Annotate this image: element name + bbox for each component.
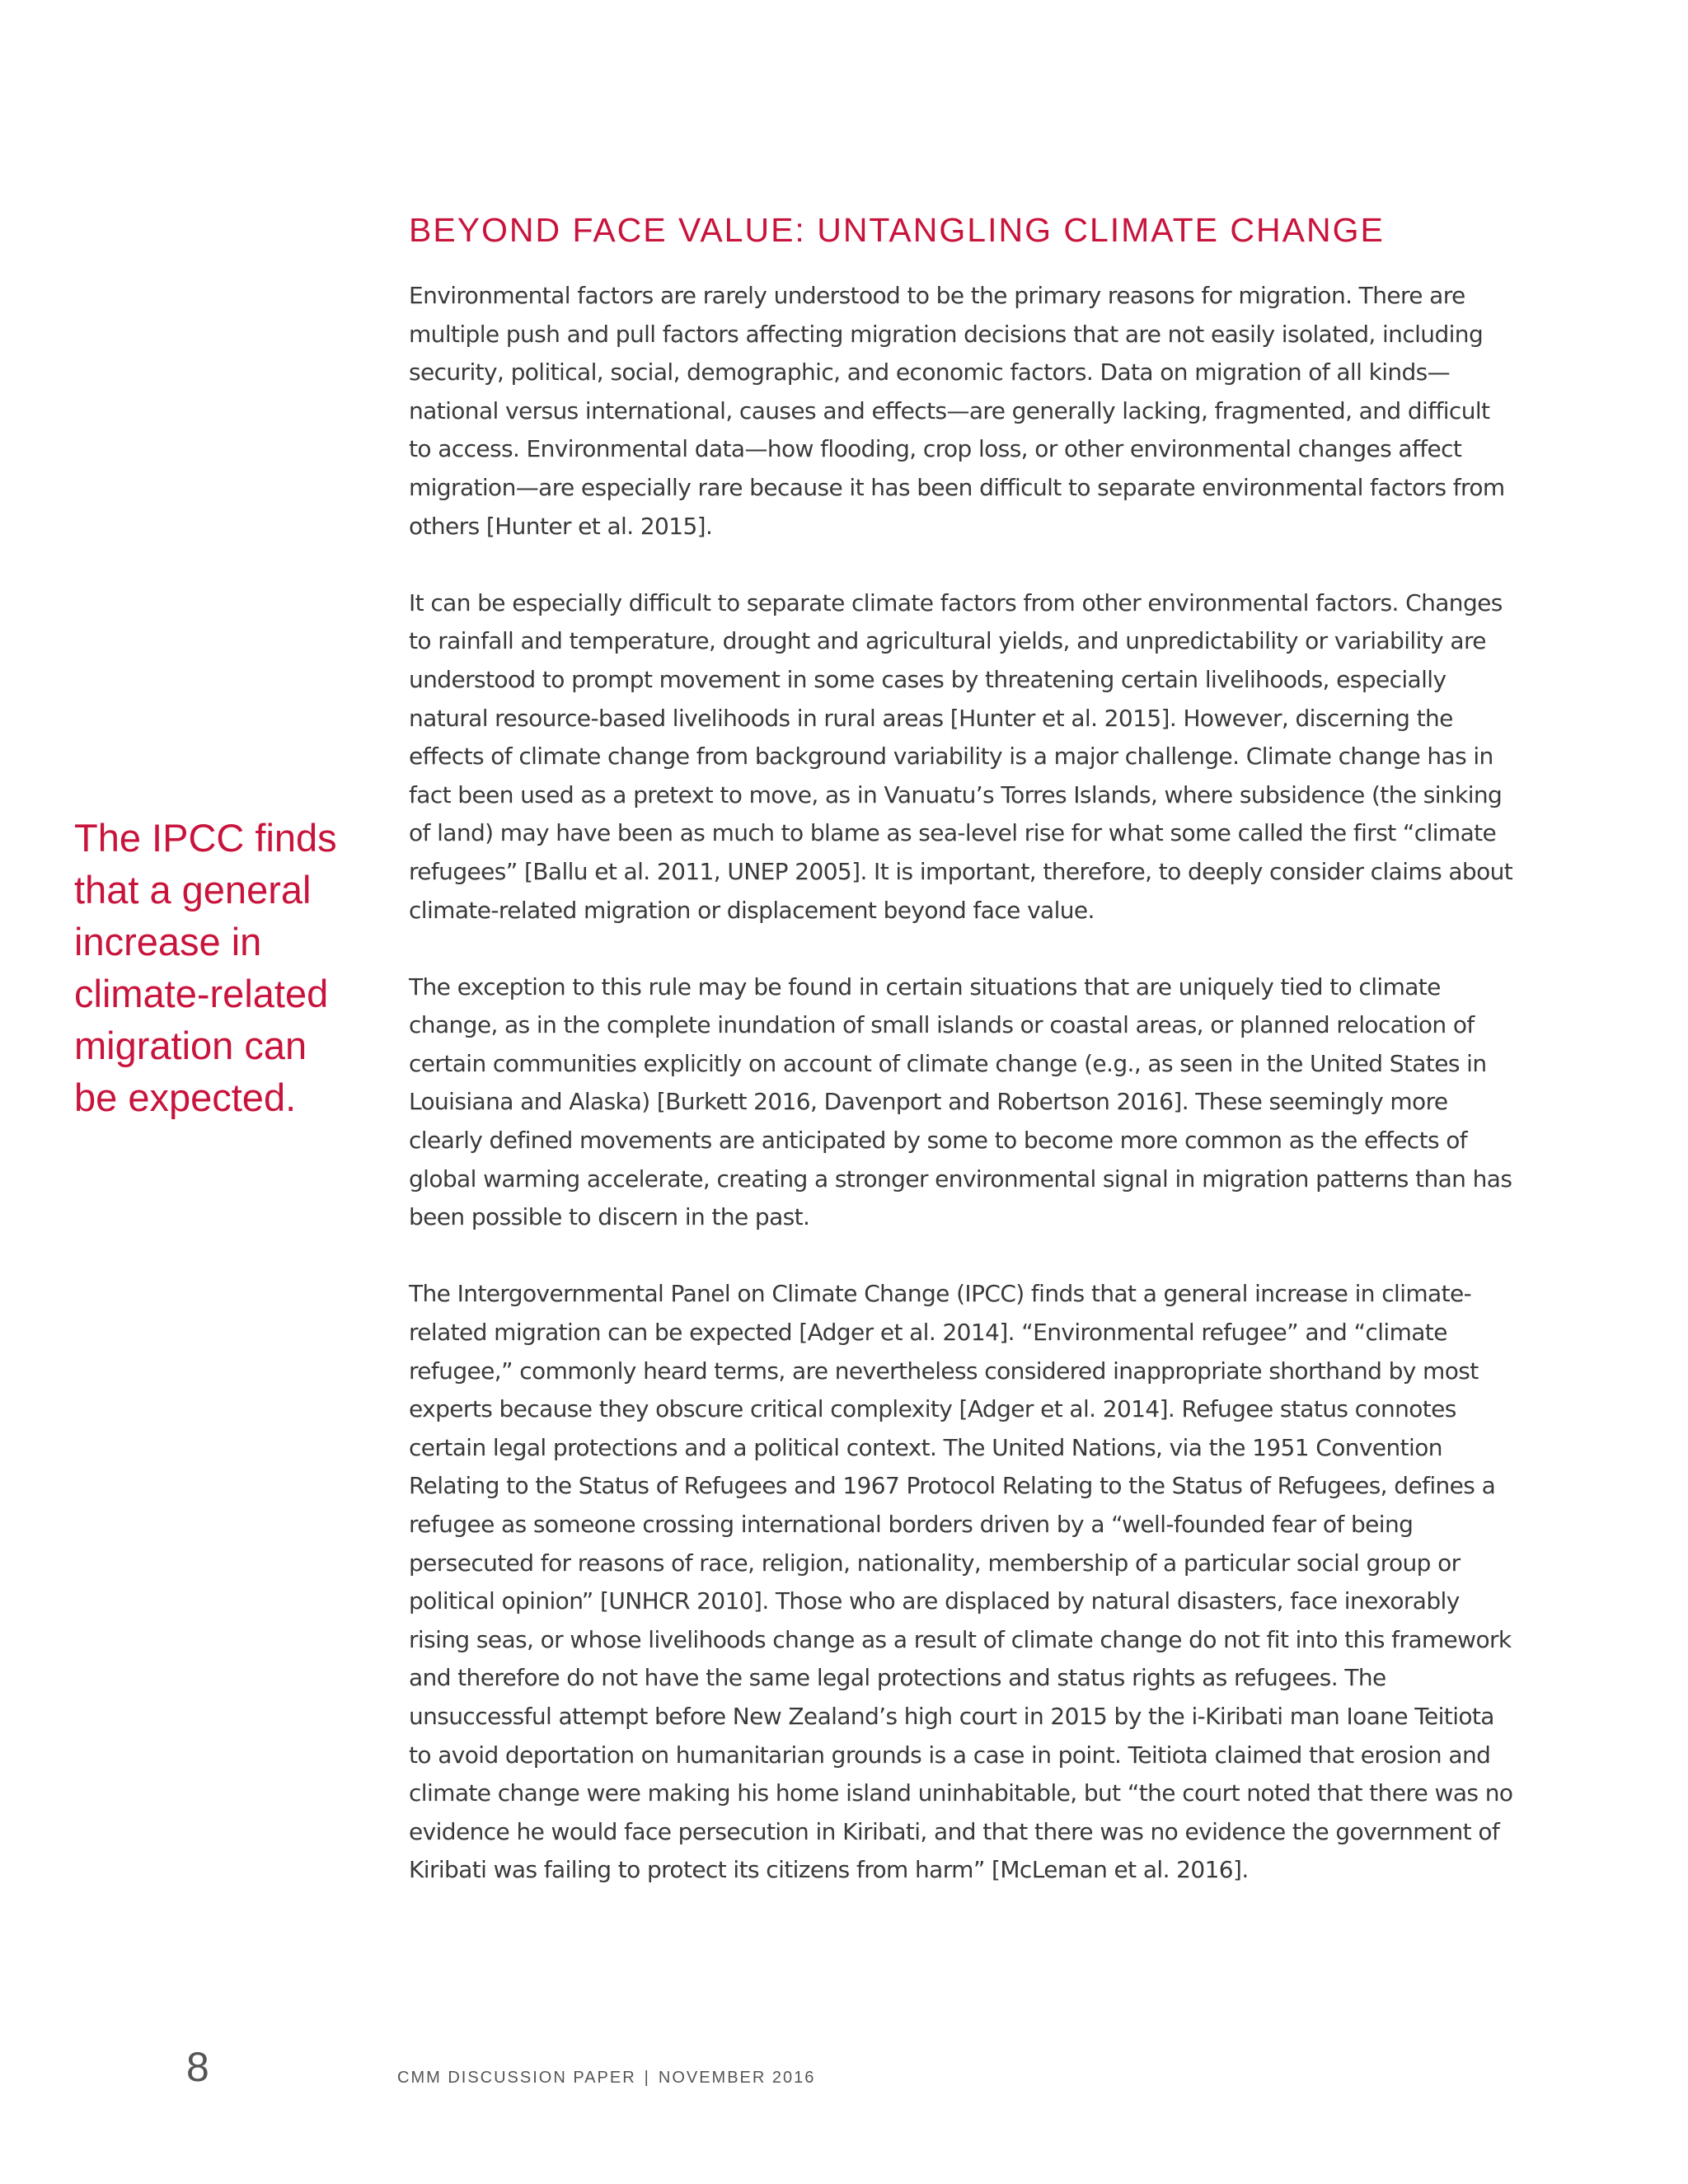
article-body [409,277,1513,1890]
paragraph: Environmental factors are rarely understood to be the primary reasons for migration. There are multiple push and pull factors affecting migration decisions that are not easily isolated, including security, political, social, demographic, and economic factors. Data on migration of all kinds—national versus international, causes and effects—are generally lacking, fragmented, and difficult to access. Environmental data—how flooding, crop loss, or other environmental changes affect migration—are especially rare because it has been difficult to separate environmental factors from others [Hunter et al. 2015]. [409,282,1505,540]
pull-quote: The IPCC finds that a general increase in climate-related migration can be expected. [74,816,337,1119]
page-number: 8 [186,2044,209,2090]
footer-separator: | [644,2069,650,2087]
paragraph: It can be especially difficult to separate climate factors from other environmental factors. Changes to rainfall and temperature, drought and agricultural yields, and unpredictability or variability are understood to prompt movement in some cases by threatening certain livelihoods, especially natural resource-based livelihoods in rural areas [Hunter et al. 2015]. However, discerning the effects of climate change from background variability is a major challenge. Climate change has in fact been used as a pretext to move, as in Vanuatu’s Torres Islands, where subsidence (the sinking of land) may have been as much to blame as sea-level rise for what some called the first “climate refugees” [Ballu et al. 2011, UNEP 2005]. It is important, therefore, to deeply consider claims about climate-related migration or displacement beyond face value. [409,588,1513,924]
section-heading: BEYOND FACE VALUE: UNTANGLING CLIMATE CHANGE [409,211,1385,249]
footer-publication: CMM DISCUSSION PAPER [397,2069,636,2087]
paragraph: The exception to this rule may be found in certain situations that are uniquely tied to climate change, as in the complete inundation of small islands or coastal areas, or planned relocation of certain communities explicitly on account of climate change (e.g., as seen in the United States in Louisiana and Alaska) [Burkett 2016, Davenport and Robertson 2016]. These seemingly more clearly defined movements are anticipated by some to become more common as the effects of global warming accelerate, creating a stronger environmental signal in migration patterns than has been possible to discern in the past. [409,972,1512,1231]
footer-date: NOVEMBER 2016 [658,2069,816,2087]
footer [397,2069,815,2088]
paragraph: The Intergovernmental Panel on Climate Change (IPCC) finds that a general increase in climate-related migration can be expected [Adger et al. 2014]. “Environmental refugee” and “climate refugee,” commonly heard terms, are nevertheless considered inappropriate shorthand by most experts because they obscure critical complexity [Adger et al. 2014]. Refugee status connotes certain legal protections and a political context. The United Nations, via the 1951 Convention Relating to the Status of Refugees and 1967 Protocol Relating to the Status of Refugees, defines a refugee as someone crossing international borders driven by a “well-founded fear of being persecuted for reasons of race, religion, nationality, membership of a particular social group or political opinion” [UNHCR 2010]. Those who are displaced by natural disasters, face inexorably rising seas, or whose livelihoods change as a result of climate change do not fit into this framework and therefore do not have the same legal protections and status rights as refugees. The unsuccessful attempt before New Zealand’s high court in 2015 by the i-Kiribati man Ioane Teitiota to avoid deportation on humanitarian grounds is a case in point. Teitiota claimed that erosion and climate change were making his home island uninhabitable, but “the court noted that there was no evidence he would face persecution in Kiribati, and that there was no evidence the government of Kiribati was failing to protect its citizens from harm” [McLeman et al. 2016]. [409,1280,1513,1884]
